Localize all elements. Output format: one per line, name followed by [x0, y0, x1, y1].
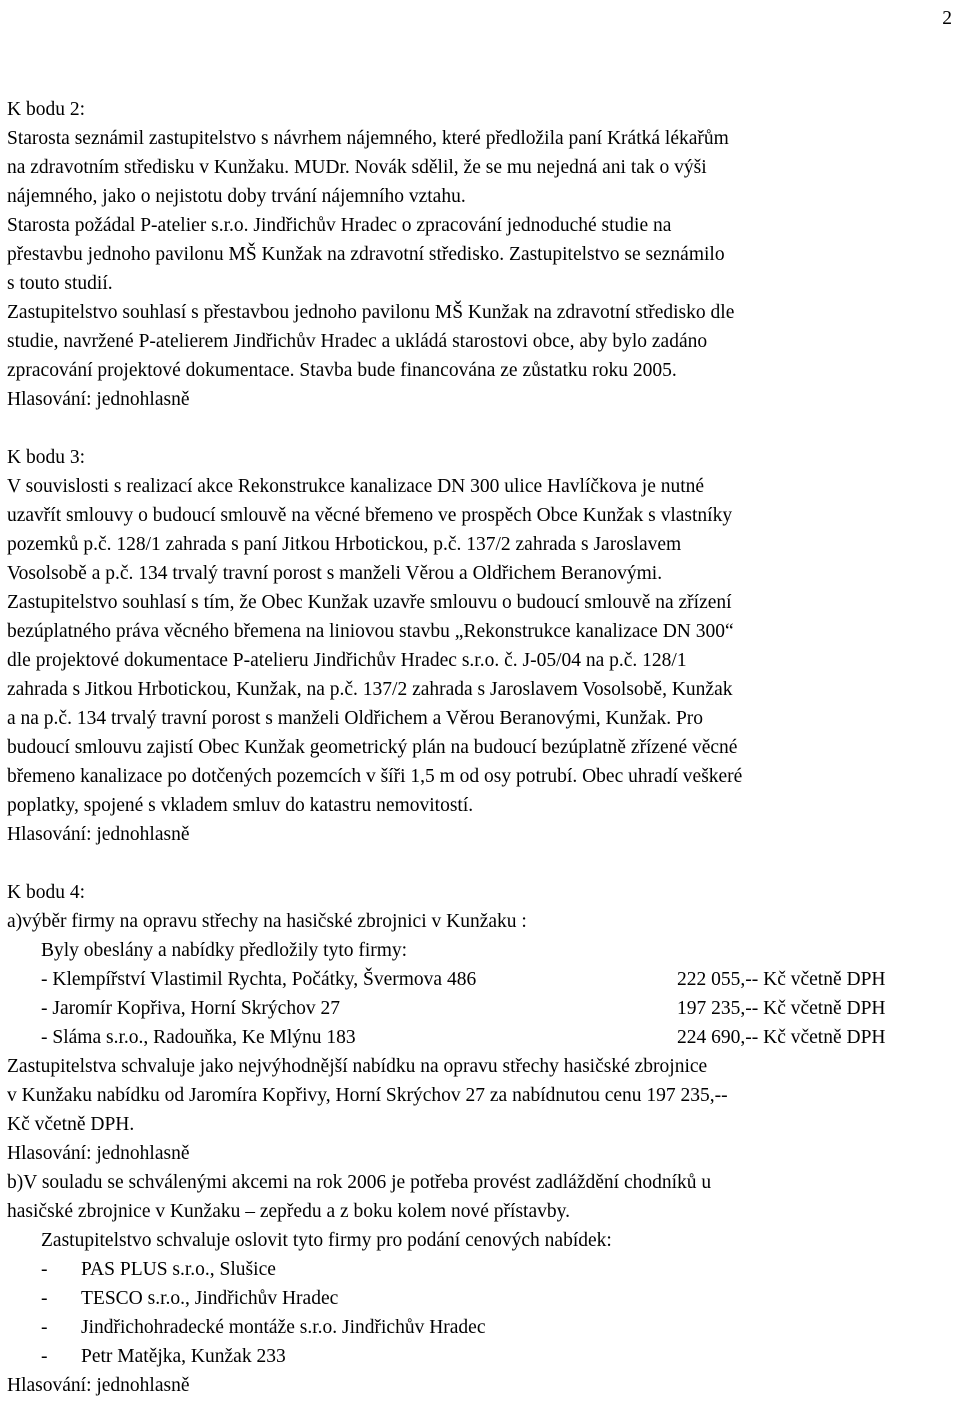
- paragraph-line: V souvislosti s realizací akce Rekonstrukce kanalizace DN 300 ulice Havlíčkova je nutné: [7, 476, 705, 497]
- firm-name: PAS PLUS s.r.o., Slušice: [81, 1259, 276, 1280]
- firm-list-item: [7, 1284, 953, 1313]
- paragraph-line: budoucí smlouvu zajistí Obec Kunžak geometrický plán na budoucí bezúplatně zřízené věcné: [7, 737, 738, 758]
- bid-firm: - Jaromír Kopřiva, Horní Skrýchov 27: [41, 998, 340, 1019]
- firm-list-item: [7, 1255, 953, 1284]
- document-body: [7, 95, 953, 1400]
- paragraph-line: Starosta seznámil zastupitelstvo s návrhem nájemného, které předložila paní Krátká lékařům: [7, 128, 729, 149]
- page-number: 2: [942, 8, 952, 29]
- bid-row: [7, 994, 953, 1023]
- spacer: [7, 849, 953, 878]
- list-dash: -: [41, 1346, 48, 1367]
- paragraph-line: zahrada s Jitkou Hrbotickou, Kunžak, na p.č. 137/2 zahrada s Jaroslavem Vosolsobě, Kunžak: [7, 679, 733, 700]
- paragraph-line: hasičské zbrojnice v Kunžaku – zepředu a z boku kolem nové přístavby.: [7, 1201, 570, 1222]
- section-heading: K bodu 3:: [7, 447, 85, 468]
- paragraph-line: b)V souladu se schválenými akcemi na rok 2006 je potřeba provést zadláždění chodníků u: [7, 1172, 712, 1193]
- paragraph-line: Vosolsobě a p.č. 134 trvalý travní porost s manželi Věrou a Oldřichem Beranovými.: [7, 563, 663, 584]
- vote-result: Hlasování: jednohlasně: [7, 1143, 190, 1164]
- paragraph-line: uzavřít smlouvy o budoucí smlouvě na věcné břemeno ve prospěch Obce Kunžak s vlastníky: [7, 505, 733, 526]
- paragraph-line: zpracování projektové dokumentace. Stavba bude financována ze zůstatku roku 2005.: [7, 360, 677, 381]
- paragraph-line: Zastupitelstvo souhlasí s přestavbou jednoho pavilonu MŠ Kunžak na zdravotní středisko dle: [7, 302, 735, 323]
- section-3: [7, 443, 953, 849]
- section-heading: K bodu 2:: [7, 99, 85, 120]
- bid-price: 222 055,-- Kč včetně DPH: [677, 969, 886, 990]
- paragraph-line: Zastupitelstva schvaluje jako nejvýhodnější nabídku na opravu střechy hasičské zbrojnice: [7, 1056, 708, 1077]
- vote-result: Hlasování: jednohlasně: [7, 389, 190, 410]
- paragraph-line: s touto studií.: [7, 273, 113, 294]
- paragraph-line: břemeno kanalizace po dotčených pozemcích v šíři 1,5 m od osy potrubí. Obec uhradí veškeré: [7, 766, 743, 787]
- paragraph-line: studie, navržené P-atelierem Jindřichův Hradec a ukládá starostovi obce, aby bylo zadáno: [7, 331, 708, 352]
- list-dash: -: [41, 1317, 48, 1338]
- paragraph-line: a na p.č. 134 trvalý travní porost s manželi Oldřichem a Věrou Beranovými, Kunžak. Pro: [7, 708, 704, 729]
- bid-firm: - Klempířství Vlastimil Rychta, Počátky, Švermova 486: [41, 969, 477, 990]
- paragraph-line: přestavbu jednoho pavilonu MŠ Kunžak na zdravotní středisko. Zastupitelstvo se seznámilo: [7, 244, 725, 265]
- subsection-title: a)výběr firmy na opravu střechy na hasičské zbrojnici v Kunžaku :: [7, 911, 527, 932]
- bids-intro: Byly obeslány a nabídky předložily tyto firmy:: [41, 940, 408, 961]
- paragraph-line: Starosta požádal P-atelier s.r.o. Jindřichův Hradec o zpracování jednoduché studie na: [7, 215, 672, 236]
- paragraph-line: dle projektové dokumentace P-atelieru Jindřichův Hradec s.r.o. č. J-05/04 na p.č. 128/1: [7, 650, 687, 671]
- paragraph-line: Kč včetně DPH.: [7, 1114, 135, 1135]
- firm-name: TESCO s.r.o., Jindřichův Hradec: [81, 1288, 339, 1309]
- vote-result: Hlasování: jednohlasně: [7, 824, 190, 845]
- section-heading: K bodu 4:: [7, 882, 85, 903]
- firm-name: Jindřichohradecké montáže s.r.o. Jindřichův Hradec: [81, 1317, 486, 1338]
- firms-intro: Zastupitelstvo schvaluje oslovit tyto firmy pro podání cenových nabídek:: [41, 1230, 612, 1251]
- paragraph-line: v Kunžaku nabídku od Jaromíra Kopřivy, Horní Skrýchov 27 za nabídnutou cenu 197 235,--: [7, 1085, 728, 1106]
- section-4: [7, 878, 953, 1400]
- list-dash: -: [41, 1288, 48, 1309]
- bid-price: 224 690,-- Kč včetně DPH: [677, 1027, 886, 1048]
- section-2: [7, 95, 953, 414]
- spacer: [7, 414, 953, 443]
- firm-name: Petr Matějka, Kunžak 233: [81, 1346, 286, 1367]
- firm-list-item: [7, 1313, 953, 1342]
- bid-firm: - Sláma s.r.o., Radouňka, Ke Mlýnu 183: [41, 1027, 356, 1048]
- list-dash: -: [41, 1259, 48, 1280]
- bid-price: 197 235,-- Kč včetně DPH: [677, 998, 886, 1019]
- bid-row: [7, 965, 953, 994]
- firm-list-item: [7, 1342, 953, 1371]
- bid-row: [7, 1023, 953, 1052]
- paragraph-line: Zastupitelstvo souhlasí s tím, že Obec Kunžak uzavře smlouvu o budoucí smlouvě na zřízení: [7, 592, 732, 613]
- paragraph-line: nájemného, jako o nejistotu doby trvání nájemního vztahu.: [7, 186, 466, 207]
- paragraph-line: pozemků p.č. 128/1 zahrada s paní Jitkou Hrbotickou, p.č. 137/2 zahrada s Jaroslavem: [7, 534, 682, 555]
- vote-result: Hlasování: jednohlasně: [7, 1375, 190, 1396]
- paragraph-line: bezúplatného práva věcného břemena na liniovou stavbu „Rekonstrukce kanalizace DN 300“: [7, 621, 734, 642]
- paragraph-line: na zdravotním středisku v Kunžaku. MUDr. Novák sdělil, že se mu nejedná ani tak o výši: [7, 157, 707, 178]
- paragraph-line: poplatky, spojené s vkladem smluv do katastru nemovitostí.: [7, 795, 474, 816]
